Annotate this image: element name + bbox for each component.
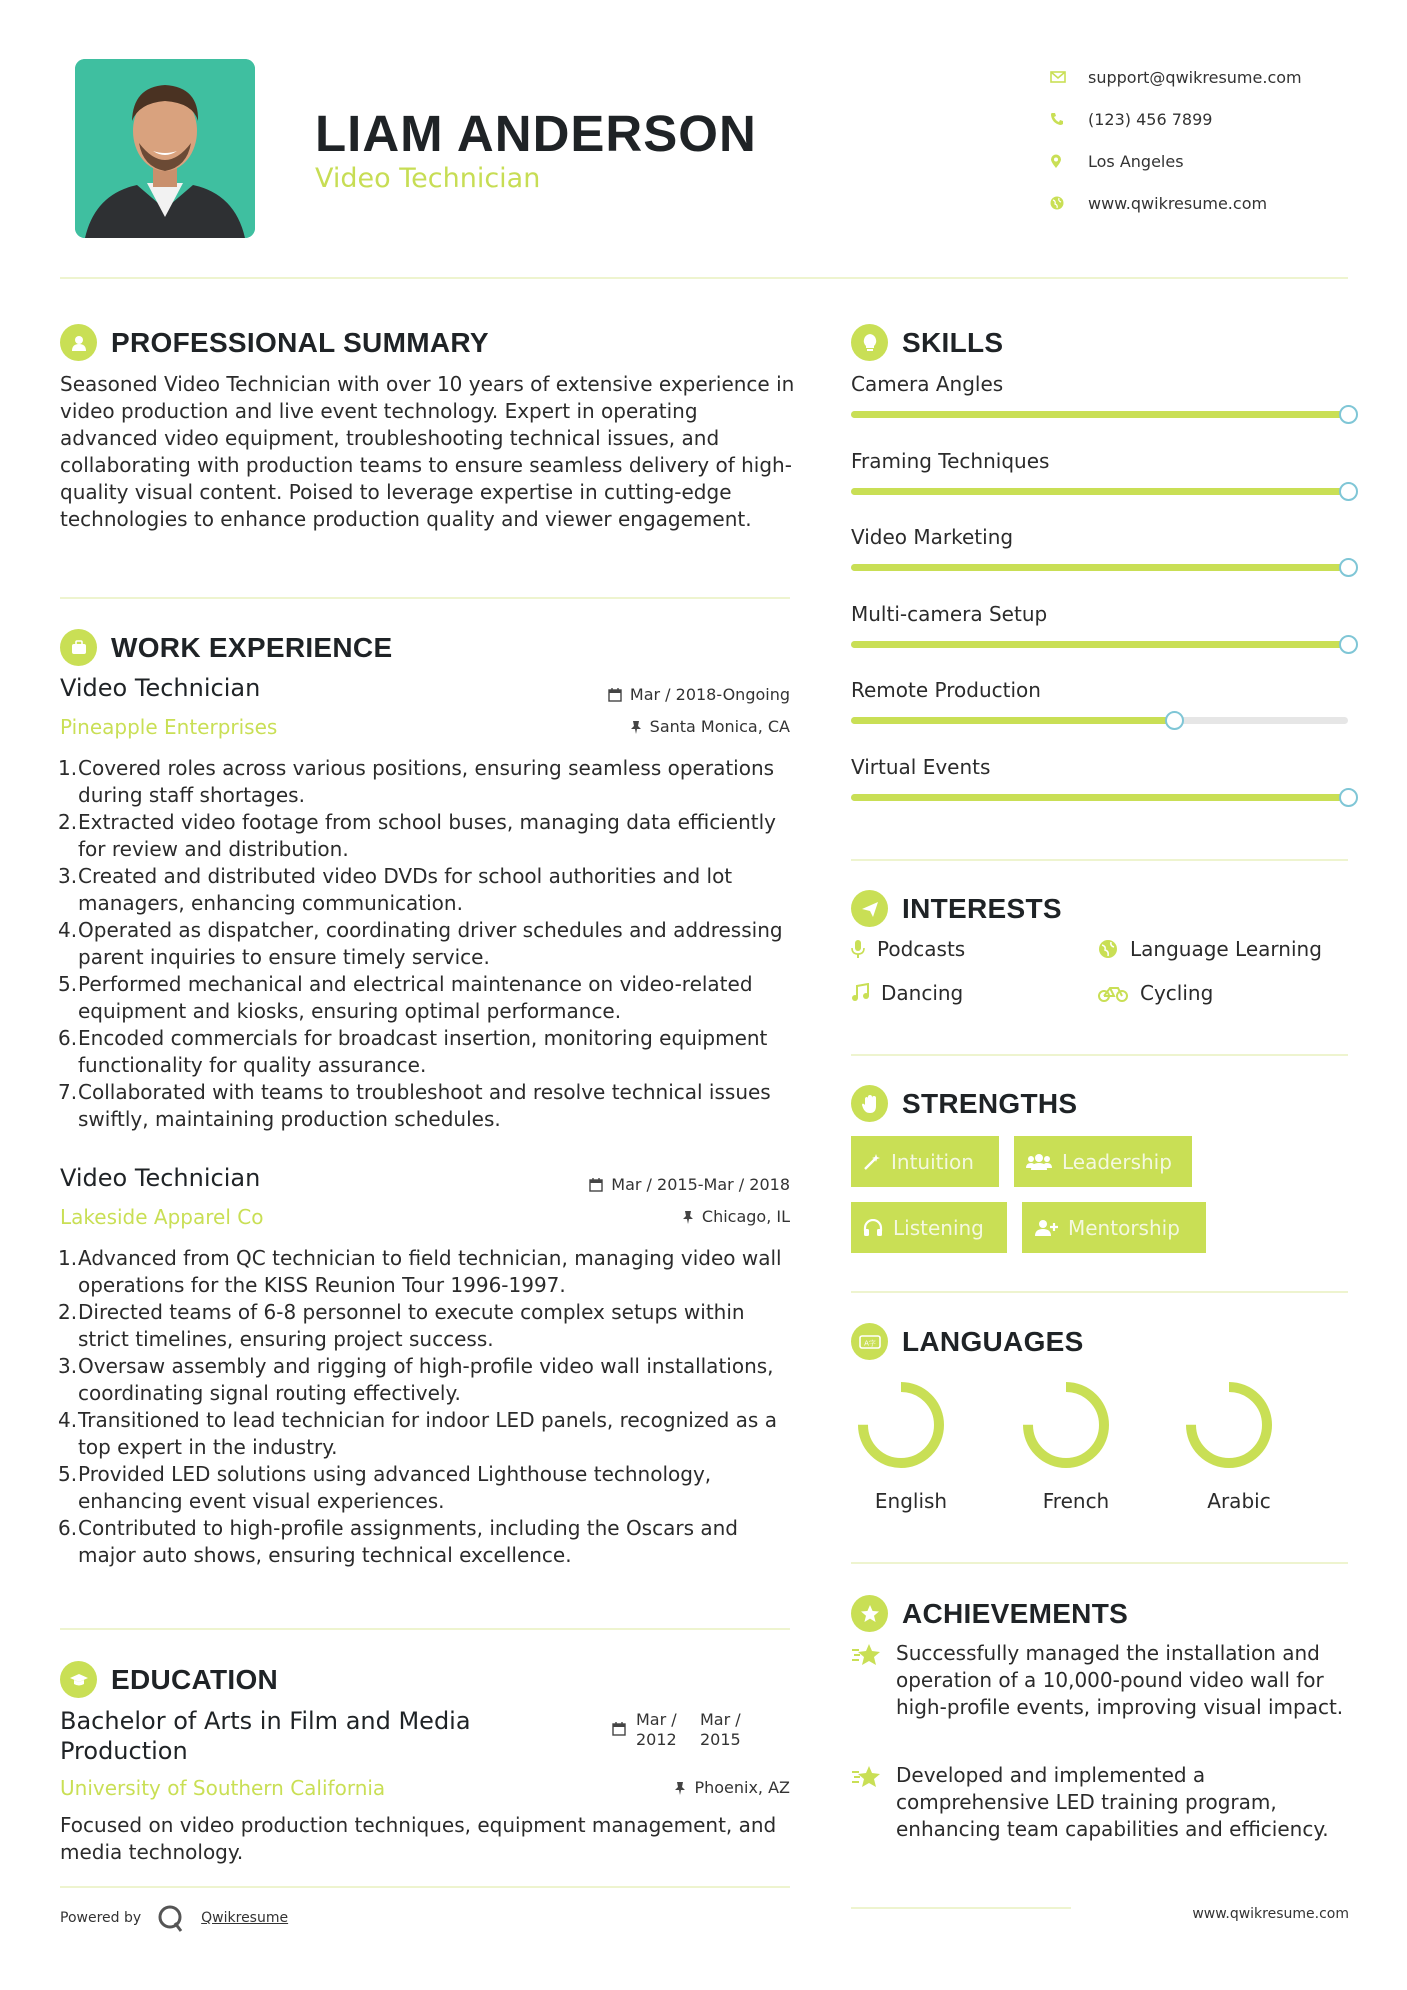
- languages-divider: [851, 1562, 1348, 1564]
- skill-bar-knob: [1339, 558, 1358, 577]
- interest-label: Cycling: [1140, 981, 1214, 1005]
- skill-item: [851, 755, 1348, 815]
- list-item: 4. Transitioned to lead technician for indoor LED panels, recognized as a top expert in the industry.: [58, 1408, 777, 1459]
- list-item: 1. Advanced from QC technician to field technician, managing video wall operations for the KISS Reunion Tour 1996-1997.: [58, 1246, 782, 1297]
- language-icon: [851, 1323, 888, 1360]
- microphone-icon: [851, 939, 865, 959]
- job-title: Video Technician: [60, 674, 261, 702]
- star-icon: [851, 1764, 883, 1790]
- strength-label: Listening: [893, 1215, 984, 1240]
- languages-heading: [851, 1323, 1084, 1360]
- headphones-icon: [863, 1219, 883, 1237]
- education-heading: [60, 1661, 278, 1698]
- skill-bar-knob: [1339, 788, 1358, 807]
- job-entry: [60, 1164, 790, 1594]
- footer-website[interactable]: www.qwikresume.com: [1192, 1906, 1349, 1922]
- skill-item: [851, 372, 1348, 432]
- contact-phone-text: (123) 456 7899: [1088, 109, 1213, 129]
- skill-bar-knob: [1165, 711, 1184, 730]
- skill-label: Multi-camera Setup: [851, 601, 1048, 626]
- summary-title: PROFESSIONAL SUMMARY: [111, 326, 489, 358]
- map-pin-icon: [1050, 154, 1088, 169]
- skill-bar: [851, 564, 1348, 571]
- interest-label: Language Learning: [1130, 937, 1322, 961]
- experience-heading: [60, 629, 392, 666]
- skill-bar-knob: [1339, 405, 1358, 424]
- achievement-text: Developed and implemented a comprehensive LED training program, enhancing team capabilities and efficiency.: [896, 1763, 1329, 1841]
- skill-label: Remote Production: [851, 678, 1041, 702]
- summary-divider: [60, 597, 790, 599]
- language-item: [1179, 1375, 1299, 1520]
- qwikresume-logo-icon: [155, 1903, 187, 1933]
- pushpin-icon: [682, 1210, 694, 1224]
- skill-label: Virtual Events: [851, 754, 991, 779]
- interest-label: Podcasts: [877, 937, 966, 961]
- job-title: Video Technician: [60, 1164, 261, 1192]
- user-plus-icon: [1034, 1219, 1058, 1237]
- calendar-icon: [589, 1178, 603, 1192]
- contact-website-text: www.qwikresume.com: [1088, 193, 1268, 213]
- skill-label: Camera Angles: [851, 372, 1004, 396]
- skill-bar: [851, 488, 1348, 495]
- skill-bar: [851, 411, 1348, 418]
- strength-chip: [851, 1136, 999, 1187]
- lightbulb-icon: [851, 324, 888, 361]
- hand-icon: [851, 1085, 888, 1122]
- achievement-text: Successfully managed the installation and operation of a 10,000-pound video wall for high-profile events, improving visual impact.: [896, 1641, 1344, 1719]
- summary-heading: [60, 324, 489, 361]
- job-location-text: Chicago, IL: [701, 1207, 790, 1226]
- strength-chip: [1022, 1202, 1206, 1253]
- list-item: 6. Contributed to high-profile assignments, including the Oscars and major auto shows, ensuring technical excellence.: [58, 1516, 738, 1567]
- skill-bar: [851, 794, 1348, 801]
- contact-email[interactable]: [1050, 56, 1302, 98]
- star-icon: [851, 1642, 883, 1668]
- list-item: 4. Operated as dispatcher, coordinating driver schedules and addressing parent inquiries to ensure timely service.: [58, 918, 783, 969]
- magic-wand-icon: [863, 1153, 881, 1171]
- strength-chip: [1014, 1136, 1192, 1187]
- job-location: [682, 1207, 790, 1226]
- calendar-icon: [612, 1722, 626, 1736]
- contact-location: [1050, 140, 1302, 182]
- language-item: [1016, 1375, 1136, 1520]
- skill-label: Framing Techniques: [851, 448, 1050, 473]
- education-school: University of Southern California: [60, 1776, 386, 1800]
- languages-title: LANGUAGES: [902, 1325, 1084, 1357]
- skill-bar-knob: [1339, 635, 1358, 654]
- job-location: [630, 717, 790, 736]
- list-item: 3. Oversaw assembly and rigging of high-profile video wall installations, coordinating signal routing effectively.: [58, 1354, 774, 1405]
- strengths-heading: [851, 1085, 1077, 1122]
- experience-title: WORK EXPERIENCE: [111, 631, 393, 663]
- skill-bar: [851, 717, 1348, 724]
- language-ring: [1179, 1375, 1279, 1475]
- summary-text: Seasoned Video Technician with over 10 years of extensive experience in video production and live event technology. Expert in operating advanced video equipment, troubleshooting technical issues, and collaborating with production teams to ensure seamless delivery of high-quality visual content. Poised to leverage expertise in cutting-edge technologies to enhance production quality and viewer engagement.: [60, 372, 795, 531]
- skill-bar-knob: [1339, 482, 1358, 501]
- education-location: [674, 1778, 790, 1797]
- skills-title: SKILLS: [902, 326, 1004, 358]
- language-label: English: [874, 1489, 948, 1513]
- calendar-icon: [608, 688, 622, 702]
- list-item: 5. Provided LED solutions using advanced Lighthouse technology, enhancing event visual experiences.: [58, 1462, 712, 1513]
- skill-item: [851, 602, 1348, 662]
- interests-title: INTERESTS: [902, 892, 1062, 924]
- candidate-name: LIAM ANDERSON: [315, 105, 757, 162]
- list-item: 7. Collaborated with teams to troubleshoot and resolve technical issues swiftly, maintaining production schedules.: [58, 1080, 771, 1131]
- skill-item: [851, 678, 1348, 738]
- star-badge-icon: [851, 1595, 888, 1632]
- contact-block: [1050, 56, 1302, 224]
- list-item: 5. Performed mechanical and electrical maintenance on video-related equipment and kiosks, ensuring optimal performance.: [58, 972, 753, 1023]
- header-divider: [60, 277, 1348, 279]
- list-item: 6. Encoded commercials for broadcast insertion, monitoring equipment functionality for quality assurance.: [58, 1026, 768, 1077]
- job-company: Lakeside Apparel Co: [60, 1205, 264, 1229]
- contact-website[interactable]: [1050, 182, 1302, 224]
- strength-chip: [851, 1202, 1007, 1253]
- education-date-end: Mar / 2015: [700, 1710, 741, 1749]
- skill-bar-fill: [851, 564, 1348, 571]
- pushpin-icon: [630, 720, 642, 734]
- job-date: [589, 1175, 790, 1194]
- achievements-divider: [851, 1907, 1071, 1909]
- skills-divider: [851, 859, 1348, 861]
- interest-item: [1098, 981, 1213, 1005]
- job-date: [608, 685, 790, 704]
- users-icon: [1026, 1153, 1052, 1171]
- education-date: [612, 1710, 746, 1750]
- pushpin-icon: [674, 1781, 686, 1795]
- skill-item: [851, 525, 1348, 585]
- skill-bar-fill: [851, 641, 1348, 648]
- skill-bar: [851, 641, 1348, 648]
- achievements-title: ACHIEVEMENTS: [902, 1597, 1129, 1629]
- skill-item: [851, 449, 1348, 509]
- job-bullets: [60, 1245, 790, 1569]
- strength-label: Mentorship: [1068, 1215, 1180, 1240]
- language-label: French: [1042, 1489, 1110, 1513]
- bicycle-icon: [1098, 984, 1128, 1002]
- interests-heading: [851, 890, 1062, 927]
- powered-by-text: Powered by: [60, 1910, 142, 1926]
- interest-label: Dancing: [881, 981, 964, 1005]
- experience-divider: [60, 1628, 790, 1630]
- skill-bar-fill: [851, 488, 1348, 495]
- contact-location-text: Los Angeles: [1088, 151, 1184, 171]
- list-item: 2. Directed teams of 6-8 personnel to execute complex setups within strict timelines, ensuring project success.: [58, 1300, 745, 1351]
- list-item: 1. Covered roles across various positions, ensuring seamless operations during staff shortages.: [58, 756, 775, 807]
- paper-plane-icon: [851, 890, 888, 927]
- envelope-icon: [1050, 71, 1088, 83]
- language-item: [851, 1375, 971, 1520]
- education-description: Focused on video production techniques, equipment management, and media technology.: [60, 1813, 777, 1864]
- education-location-text: Phoenix, AZ: [694, 1778, 790, 1797]
- contact-phone[interactable]: [1050, 98, 1302, 140]
- globe-icon: [1098, 939, 1118, 959]
- language-label: Arabic: [1207, 1489, 1271, 1513]
- language-ring: [1016, 1375, 1116, 1475]
- interests-divider: [851, 1054, 1348, 1056]
- skill-label: Video Marketing: [851, 525, 1014, 549]
- education-entry: [60, 1706, 790, 1876]
- footer-powered-by: [60, 1903, 288, 1933]
- job-date-text: Mar / 2018-Ongoing: [629, 685, 790, 704]
- interest-item: [851, 937, 965, 961]
- achievement-item: [851, 1762, 1351, 1874]
- skill-bar-fill: [851, 794, 1348, 801]
- music-icon: [851, 983, 869, 1003]
- job-company: Pineapple Enterprises: [60, 715, 278, 739]
- strengths-divider: [851, 1291, 1348, 1293]
- list-item: 3. Created and distributed video DVDs for school authorities and lot managers, enhancing communication.: [58, 864, 733, 915]
- job-location-text: Santa Monica, CA: [649, 717, 790, 736]
- contact-email-text: support@qwikresume.com: [1088, 67, 1302, 87]
- achievements-heading: [851, 1595, 1128, 1632]
- education-divider: [60, 1886, 790, 1888]
- profile-photo: [75, 59, 255, 238]
- interest-item: [1098, 937, 1322, 961]
- job-date-text: Mar / 2015-Mar / 2018: [611, 1175, 790, 1194]
- candidate-role: Video Technician: [315, 163, 541, 194]
- education-title: EDUCATION: [111, 1663, 279, 1695]
- graduation-icon: [60, 1661, 97, 1698]
- phone-icon: [1050, 112, 1088, 126]
- achievement-item: [851, 1640, 1351, 1752]
- job-entry: [60, 674, 790, 1144]
- job-bullets: [60, 755, 790, 1133]
- skill-bar-fill: [851, 717, 1174, 724]
- education-degree: Bachelor of Arts in Film and Media Production: [60, 1707, 471, 1765]
- skill-bar-fill: [851, 411, 1348, 418]
- language-ring: [851, 1375, 951, 1475]
- brand-link[interactable]: Qwikresume: [201, 1910, 289, 1926]
- skills-heading: [851, 324, 1003, 361]
- globe-icon: [1050, 196, 1088, 210]
- strengths-title: STRENGTHS: [902, 1087, 1078, 1119]
- list-item: 2. Extracted video footage from school buses, managing data efficiently for review and distribution.: [58, 810, 777, 861]
- education-date-start: Mar / 2012: [636, 1710, 677, 1749]
- strength-label: Intuition: [891, 1149, 974, 1174]
- interest-item: [851, 981, 963, 1005]
- briefcase-icon: [60, 629, 97, 666]
- strength-label: Leadership: [1062, 1149, 1172, 1174]
- user-icon: [60, 324, 97, 361]
- svg-text:A字: A字: [863, 1339, 876, 1347]
